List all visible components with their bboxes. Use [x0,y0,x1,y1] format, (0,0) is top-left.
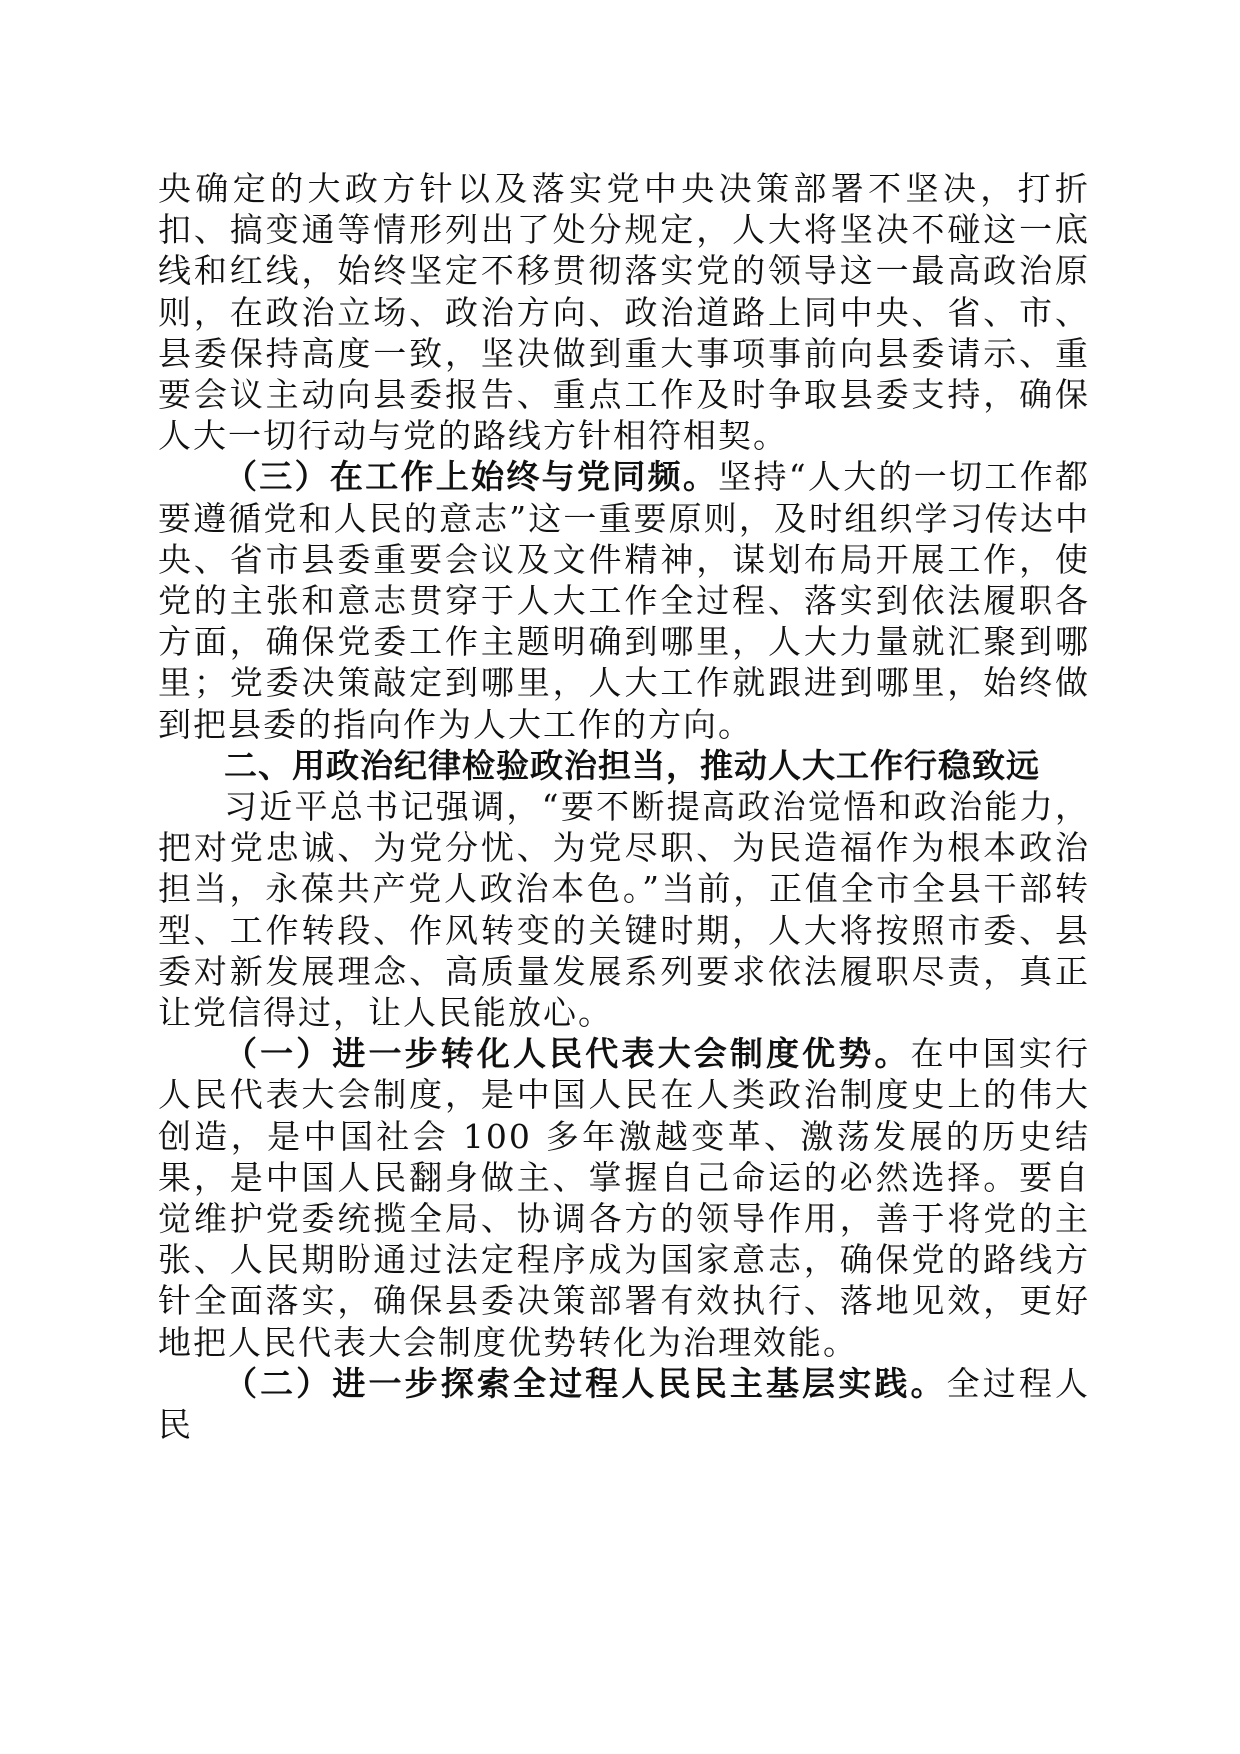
continuation-paragraph: 央确定的大政方针以及落实党中央决策部署不坚决，打折扣、搞变通等情形列出了处分规定，人大将坚决不碰这一底线和红线，始终坚定不移贯彻落实党的领导这一最高政治原则，在政治立场、政治方向、政治道路上同中央、省、市、县委保持高度一致，坚决做到重大事项事前向县委请示、重要会议主动向县委报告、重点工作及时争取县委支持，确保人大一切行动与党的路线方针相符相契。 [158,169,1090,456]
document-page [158,168,1090,1445]
subsection-1-body: 在中国实行人民代表大会制度，是中国人民在人类政治制度史上的伟大创造，是中国社会 100 多年激越变革、激荡发展的历史结果，是中国人民翻身做主、掌握自己命运的必然选择。要自觉维护党委统揽全局、协调各方的领导作用，善于将党的主张、人民期盼通过法定程序成为国家意志，确保党的路线方针全面落实，确保县委决策部署有效执行、落地见效，更好地把人民代表大会制度优势转化为治理效能。 [158,1034,1091,1362]
subsection-2-paragraph [158,1363,1090,1445]
section-3-lead: （三）在工作上始终与党同频。 [224,457,719,497]
subsection-1-paragraph [158,1033,1090,1363]
section-heading-2: 二、用政治纪律检验政治担当，推动人大工作行稳致远 [224,745,1040,785]
section-2-intro-paragraph: 习近平总书记强调，“要不断提高政治觉悟和政治能力，把对党忠诚、为党分忧、为党尽职、为民造福作为根本政治担当，永葆共产党人政治本色。”当前，正值全市全县干部转型、工作转段、作风转变的关键时期，人大将按照市委、县委对新发展理念、高质量发展系列要求依法履职尽责，真正让党信得过，让人民能放心。 [158,787,1090,1033]
subsection-2-body: 全过程人民 [158,1363,1091,1445]
section-3-paragraph [158,456,1090,744]
subsection-1-lead: （一）进一步转化人民代表大会制度优势。 [224,1034,911,1074]
subsection-2-lead: （二）进一步探索全过程人民民主基层实践。 [224,1363,947,1403]
section-3-body: 坚持“人大的一切工作都要遵循党和人民的意志”这一重要原则，及时组织学习传达中央、省市县委重要会议及文件精神，谋划布局开展工作，使党的主张和意志贯穿于人大工作全过程、落实到依法履职各方面，确保党委工作主题明确到哪里，人大力量就汇聚到哪里；党委决策敲定到哪里，人大工作就跟进到哪里，始终做到把县委的指向作为人大工作的方向。 [158,457,1090,744]
